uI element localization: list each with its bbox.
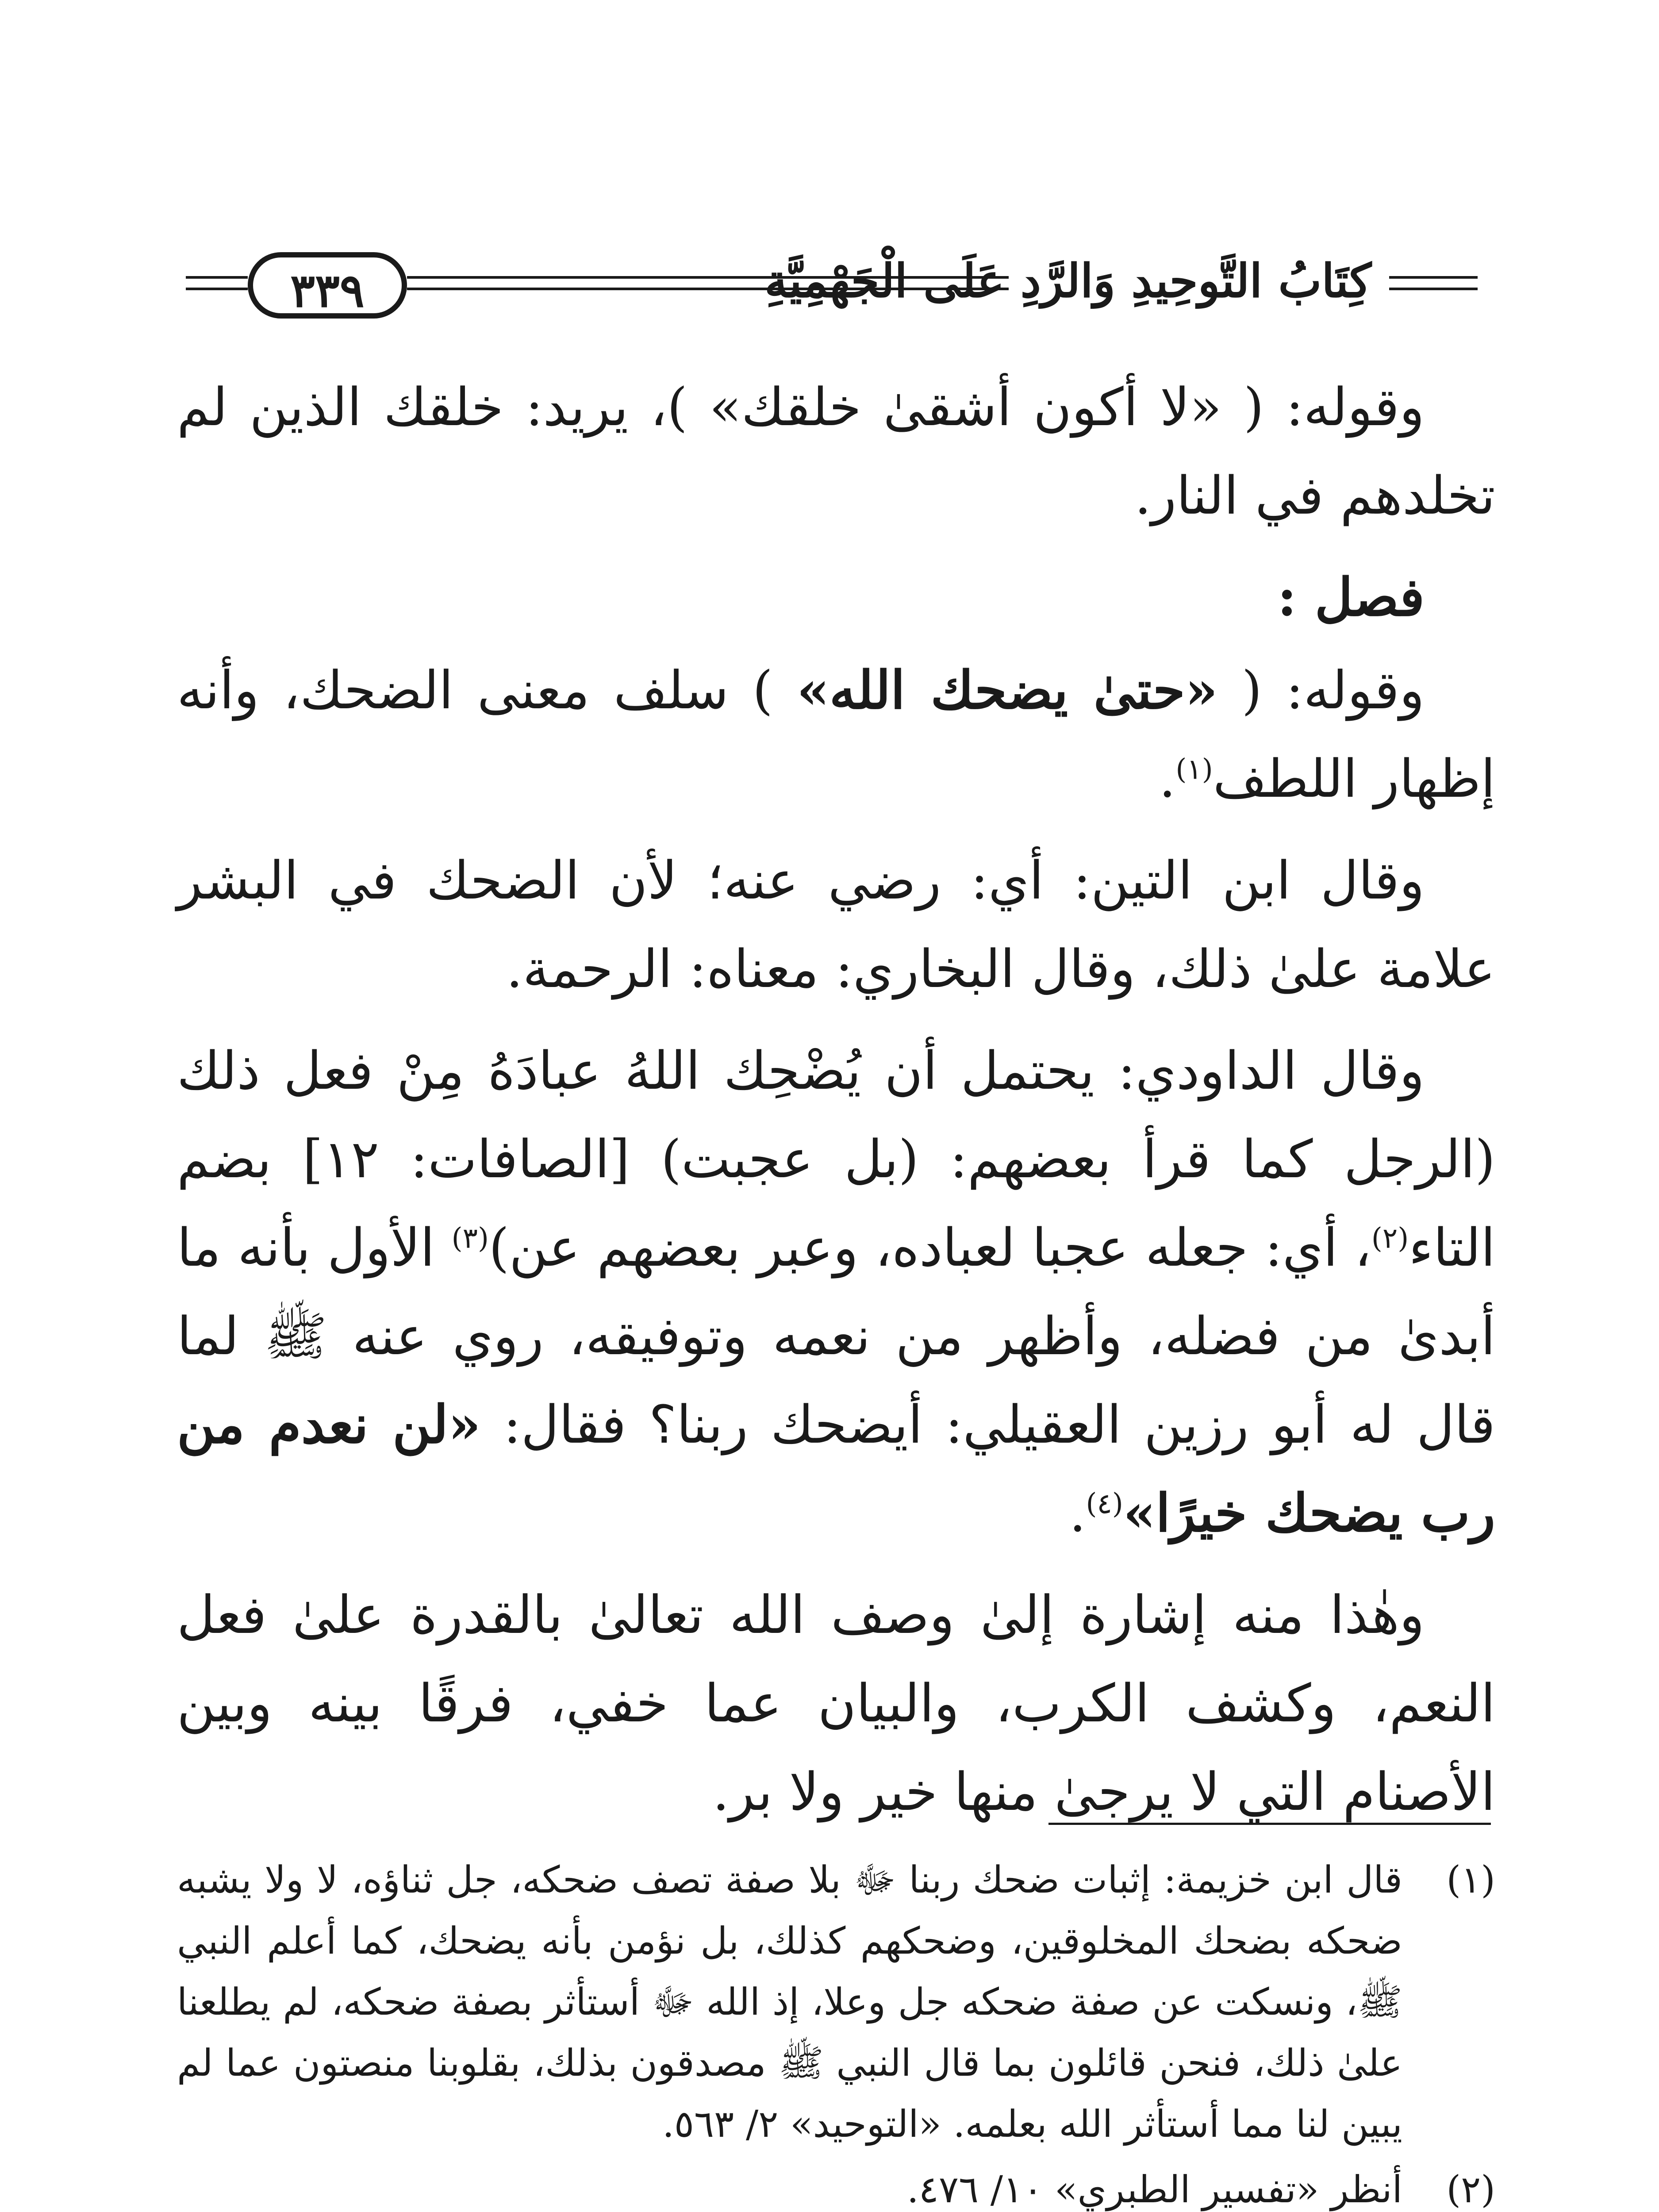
footnote-text: أنظر «تفسير الطبري» ١٠/ ٤٧٦. — [907, 2168, 1402, 2211]
footnote-number: (١) — [1446, 1858, 1495, 1901]
footnote-ref-1[interactable]: (١) — [1175, 753, 1213, 786]
quoted-hadith-1: «حتىٰ يضحك الله» — [797, 659, 1218, 721]
page-number: ٣٣٩ — [248, 252, 407, 319]
footnote-2 — [177, 2159, 1495, 2212]
header-rule-left-b — [186, 288, 248, 290]
footnote-text: قال ابن خزيمة: إثبات ضحك ربنا ﷻ بلا صفة تصف ضحكه، جل ثناؤه، لا ولا يشبه ضحكه بضحك المخلوقين، وضحكهم كذلك، بل نؤمن بأنه يضحك، كما أعلم النبي ﷺ، ونسكت عن صفة ضحكه جل وعلا، إذ الله ﷻ أستأثر بصفة ضحكه، لم يطلعنا علىٰ ذلك، فنحن قائلون بما قال النبي ﷺ مصدقون بذلك، بقلوبنا منصتون عما لم يبين لنا مما أستأثر الله بعلمه. «التوحيد» ٢/ ٥٦٣. — [177, 1858, 1402, 2146]
paragraph-4-tail: . — [1069, 1482, 1086, 1544]
header-rule-left-a — [186, 276, 248, 279]
paragraph-1: وقوله: ( «لا أكون أشقىٰ خلقك» )، يريد: خلقك الذين لم تخلدهم في النار. — [177, 376, 1495, 526]
quoted-hadith-2: «لن نعدم من رب يضحك خيرًا» — [177, 1394, 1495, 1544]
header-rule-right-b — [1389, 288, 1478, 290]
section-title: فصل : — [1277, 566, 1425, 628]
header-title: كِتَابُ التَّوحِيدِ وَالرَّدِ عَلَى الْجَهْمِيَّةِ — [764, 253, 1371, 308]
paragraph-4-part-c: الأول بأنه ما أبدىٰ من فضله، وأظهر من نعمه وتوفيقه، روي عنه ﷺ لما قال له أبو رزين العقيلي: أيضحك ربنا؟ فقال: — [177, 1217, 1495, 1455]
paragraph-5: وهٰذا منه إشارة إلىٰ وصف الله تعالىٰ بالقدرة علىٰ فعل النعم، وكشف الكرب، والبيان عما خفي، فرقًا بينه وبين الأصنام التي لا يرجىٰ منها خير ولا بر. — [177, 1584, 1495, 1822]
footnote-separator — [1048, 1823, 1491, 1825]
main-text — [177, 363, 1495, 1849]
paragraph-4-part-b: ، أي: جعله عجبا لعباده، وعبر بعضهم عن) — [488, 1217, 1371, 1278]
paragraph-2-end: ) سلف معنى الضحك، وأنه إظهار اللطف — [177, 660, 1495, 809]
paragraph-4-part-a: وقال الداودي: يحتمل أن يُضْحِك اللهُ عبادَهُ مِنْ فعل ذلك (الرجل كما قرأ بعضهم: (بل عجبت) [الصافات: ١٢] بضم التاء — [177, 1040, 1495, 1278]
footnotes — [177, 1849, 1495, 2212]
footnote-ref-4[interactable]: (٤) — [1086, 1487, 1123, 1521]
footnote-ref-3[interactable]: (٣) — [451, 1222, 489, 1255]
paragraph-3: وقال ابن التين: أي: رضي عنه؛ لأن الضحك في البشر علامة علىٰ ذلك، وقال البخاري: معناه: الرحمة. — [177, 850, 1495, 999]
footnote-ref-2[interactable]: (٢) — [1371, 1222, 1409, 1255]
paragraph-4 — [177, 1026, 1495, 1557]
footnote-1 — [177, 1849, 1495, 2154]
header-rule-right-a — [1389, 276, 1478, 279]
paragraph-2 — [177, 646, 1495, 823]
paragraph-2-start: وقوله: ( — [1217, 660, 1425, 721]
footnote-number: (٢) — [1446, 2168, 1495, 2211]
paragraph-2-tail: . — [1159, 748, 1176, 809]
running-header — [186, 248, 1478, 319]
